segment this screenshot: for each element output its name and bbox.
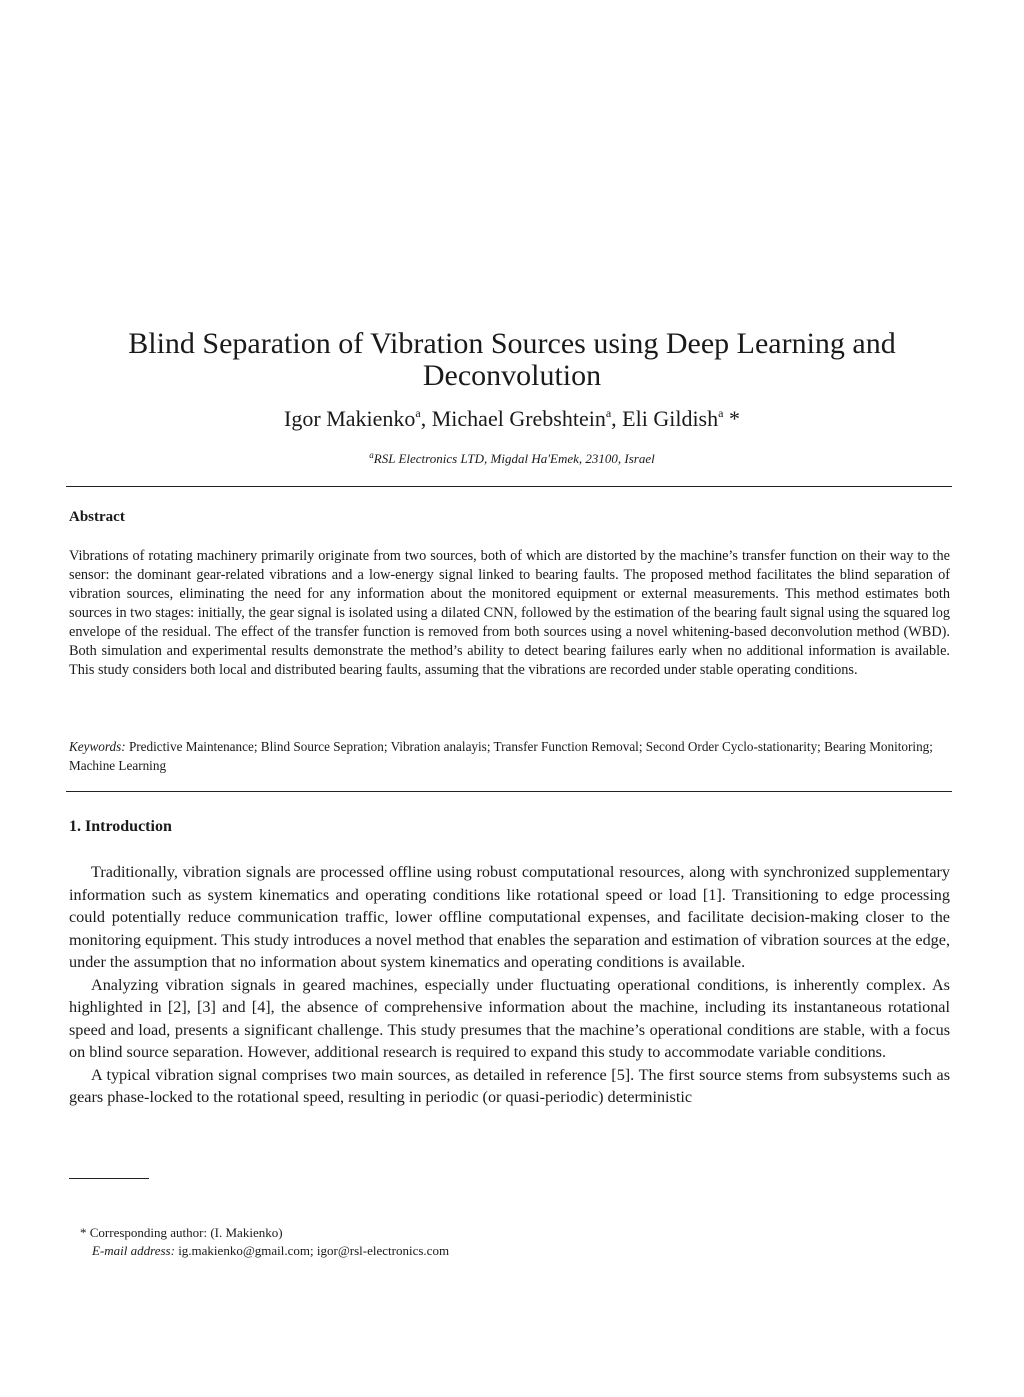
affiliation-mark: a [605, 406, 612, 420]
corresponding-author-mark: * [723, 406, 740, 431]
author-separator: , [420, 406, 432, 431]
author-list [60, 406, 964, 432]
affiliation-mark: a [415, 406, 421, 420]
paragraph: A typical vibration signal comprises two main sources, as detailed in reference [5]. The first source stems from subsystems such as gears phase-locked to the rotational speed, resulting in periodic (or quasi-periodic) deterministic [69, 1065, 950, 1106]
email-addresses: ig.makienko@gmail.com; igor@rsl-electronics.com [174, 1243, 450, 1258]
affiliation-mark: a [369, 450, 374, 460]
abstract-heading: Abstract [69, 509, 125, 525]
author-name: Eli Gildish [622, 406, 719, 431]
paper-title: Blind Separation of Vibration Sources using Deep Learning and Deconvolution [128, 327, 896, 392]
paragraph: Traditionally, vibration signals are processed offline using robust computational resources, along with synchronized supplementary information such as system kinematics and operating conditions like rotational speed or load [1]. Transitioning to edge processing could potentially reduce communication traffic, lower offline computational expenses, and facilitate decision-making closer to the monitoring equipment. This study introduces a novel method that enables the separation and estimation of vibration sources at the edge, under the assumption that no information about system kinematics and operating conditions is available. [69, 863, 950, 971]
author-name: Michael Grebshtein [431, 406, 606, 431]
abstract-divider [66, 791, 952, 792]
corresponding-author-note: * Corresponding author: (I. Makienko) [80, 1225, 283, 1240]
keywords-label: Keywords: [69, 739, 126, 754]
keywords-text: Predictive Maintenance; Blind Source Sepration; Vibration analayis; Transfer Function Removal; Second Order Cyclo-stationarity; Bearing Monitoring; Machine Learning [69, 739, 933, 773]
email-label: E-mail address: [92, 1243, 175, 1258]
paragraph: Analyzing vibration signals in geared machines, especially under fluctuating operational conditions, is inherently complex. As highlighted in [2], [3] and [4], the absence of comprehensive information about the machine, including its instantaneous rotational speed and load, presents a significant challenge. This study presumes that the machine’s operational conditions are stable, with a focus on blind source separation. However, additional research is required to expand this study to accommodate variable conditions. [69, 975, 950, 1061]
affiliation-text: RSL Electronics LTD, Migdal Ha'Emek, 23100, Israel [373, 451, 655, 466]
affiliation [60, 451, 964, 467]
section-heading-introduction: 1. Introduction [69, 818, 172, 835]
author-separator: , [611, 406, 623, 431]
introduction-body [69, 861, 950, 1109]
affiliation-mark: a [718, 406, 724, 420]
top-divider [66, 486, 952, 487]
abstract-body: Vibrations of rotating machinery primarily originate from two sources, both of which are distorted by the machine’s transfer function on their way to the sensor: the dominant gear-related vibrations and a low-energy signal linked to bearing faults. The proposed method facilitates the blind separation of vibration sources, eliminating the need for any information about the monitored equipment or external measurements. This method estimates both sources in two stages: initially, the gear signal is isolated using a dilated CNN, followed by the estimation of the bearing fault signal using the squared log envelope of the residual. The effect of the transfer function is removed from both sources using a novel whitening-based deconvolution method (WBD). Both simulation and experimental results demonstrate the method’s ability to detect bearing failures early when no additional information is available. This study considers both local and distributed bearing faults, assuming that the vibrations are recorded under stable operating conditions. [69, 548, 950, 678]
footnote-divider [69, 1178, 149, 1179]
keywords [69, 737, 950, 775]
email-line [80, 1242, 449, 1260]
author-name: Igor Makienko [284, 406, 416, 431]
footnote [80, 1224, 449, 1260]
